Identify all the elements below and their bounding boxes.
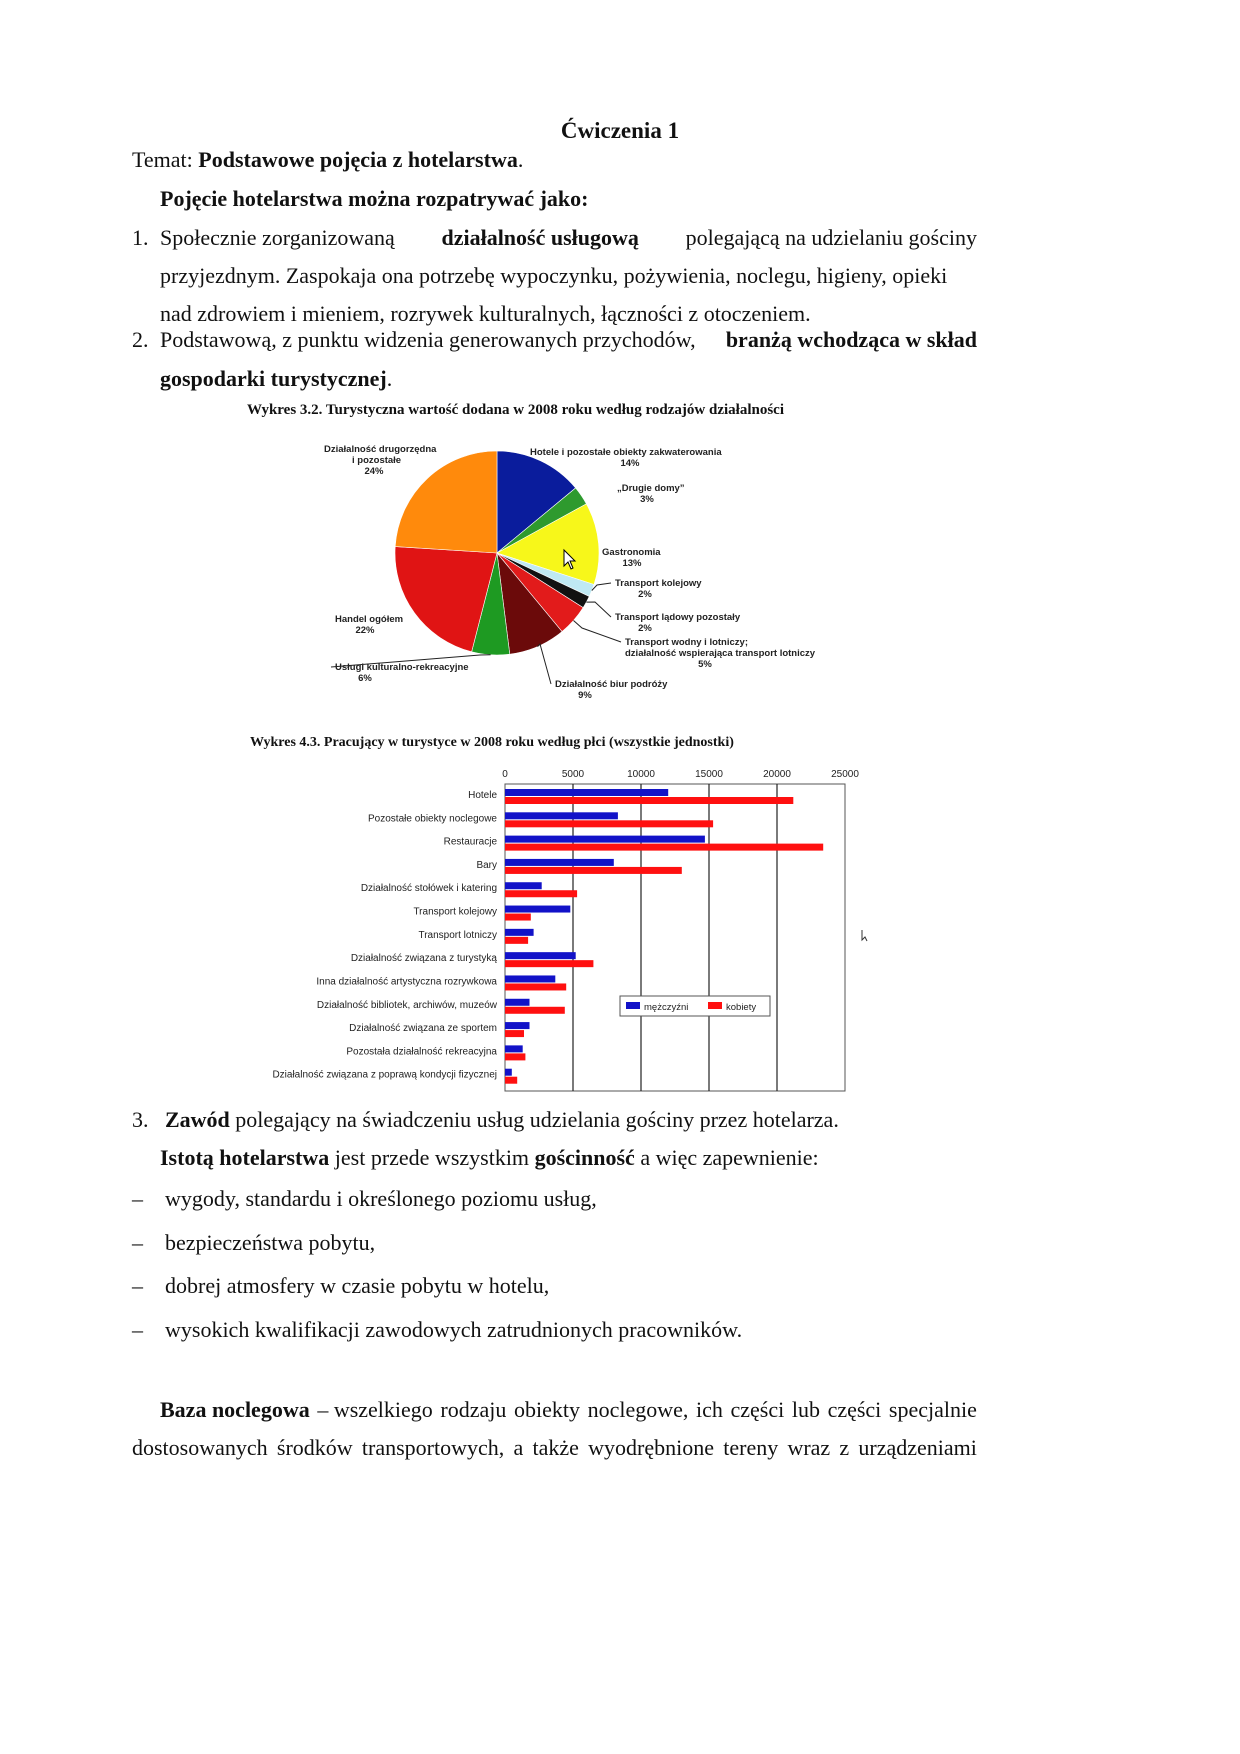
item1-line1: [160, 224, 977, 252]
pie-slice-value: 9%: [578, 690, 592, 701]
y-category-label: Pozostałe obiekty noclegowe: [368, 813, 497, 825]
base-word: a: [513, 1435, 524, 1460]
item3-bold: Zawód: [165, 1107, 230, 1132]
pie-slice-value: 3%: [640, 494, 654, 505]
base-line1: [160, 1396, 977, 1424]
pie-slice: [395, 451, 497, 553]
pie-slice-label: Działalność biur podróży: [555, 679, 668, 690]
legend-swatch: [626, 1002, 640, 1009]
pie-chart-title: Wykres 3.2. Turystyczna wartość dodana w 2008 roku według rodzajów działalności: [247, 402, 784, 418]
base-word: rodzaju: [440, 1397, 507, 1422]
bar-chart: [240, 760, 880, 1100]
pie-slice-value: 22%: [355, 625, 375, 636]
essence-text2: a więc zapewnienie:: [634, 1145, 819, 1170]
pie-slice-value: 13%: [622, 558, 642, 569]
pie-slice-value: 14%: [620, 458, 640, 469]
topic-label: Temat:: [132, 147, 199, 172]
plot-area: [505, 784, 845, 1091]
item3-number: 3.: [132, 1107, 149, 1132]
base-word: urządzeniami: [858, 1435, 977, 1460]
pie-slice-value: 2%: [638, 623, 652, 634]
bar-women: [505, 867, 682, 874]
item1-line1-start: Społecznie zorganizowaną: [160, 225, 395, 250]
y-category-label: Działalność związana ze sportem: [349, 1023, 497, 1035]
bar-men: [505, 789, 668, 796]
topic-end: .: [517, 147, 524, 172]
base-word: specjalnie: [888, 1397, 977, 1422]
base-word: wraz: [787, 1435, 831, 1460]
base-word: ich: [695, 1397, 723, 1422]
bullet-dash: –: [132, 1230, 143, 1255]
pie-slice-label: Gastronomia: [602, 547, 661, 558]
bar-men: [505, 1045, 523, 1052]
base-word: z: [839, 1435, 850, 1460]
pie-leader-line: [586, 602, 611, 617]
pie-leader-line: [538, 644, 552, 684]
pie-slice-label: Działalność drugorzędna i pozostałe: [324, 444, 437, 466]
x-tick-label: 10000: [627, 769, 655, 780]
essence-text1: jest przede wszystkim: [329, 1145, 535, 1170]
item1-line2: przyjezdnym. Zaspokaja ona potrzebę wypoczynku, pożywienia, noclegu, higieny, opieki: [160, 263, 948, 288]
y-category-label: Transport lotniczy: [418, 929, 497, 941]
item3-body: polegający na świadczeniu usług udzielania gościny przez hotelarza.: [229, 1107, 839, 1132]
bar-men: [505, 859, 614, 866]
bar-men: [505, 952, 576, 959]
item1-number: 1.: [132, 225, 149, 250]
bar-women: [505, 1077, 517, 1084]
bar-women: [505, 890, 577, 897]
y-category-label: Działalność związana z poprawą kondycji fizycznej: [272, 1069, 497, 1081]
x-tick-label: 25000: [831, 769, 859, 780]
base-word: dostosowanych: [132, 1435, 268, 1460]
base-word: wyodrębnione: [588, 1435, 714, 1460]
pie-leader-line: [574, 621, 622, 643]
y-category-label: Działalność bibliotek, archiwów, muzeów: [316, 999, 497, 1011]
pie-leader-line: [592, 583, 611, 591]
base-bold: Baza noclegowa: [160, 1397, 310, 1422]
pie-slice-label: Hotele i pozostałe obiekty zakwaterowania: [530, 447, 722, 458]
y-category-label: Działalność stołówek i katering: [360, 883, 497, 895]
y-category-label: Inna działalność artystyczna rozrywkowa: [316, 976, 497, 988]
pie-slice-value: 5%: [698, 659, 712, 670]
bar-women: [505, 983, 566, 990]
base-word: części: [730, 1397, 785, 1422]
bar-men: [505, 812, 618, 819]
document-title: Ćwiczenia 1: [560, 118, 680, 143]
bar-women: [505, 1030, 524, 1037]
bar-women: [505, 914, 531, 921]
bar-chart-title: Wykres 4.3. Pracujący w turystyce w 2008 roku według płci (wszystkie jednostki): [250, 735, 734, 750]
y-category-label: Transport kolejowy: [413, 906, 497, 918]
bar-women: [505, 1053, 525, 1060]
x-tick-label: 15000: [695, 769, 723, 780]
legend-label: kobiety: [726, 1002, 757, 1013]
topic-text: Podstawowe pojęcia z hotelarstwa: [198, 147, 518, 172]
pie-chart: [310, 430, 830, 715]
x-tick-label: 20000: [763, 769, 791, 780]
bar-women: [505, 1007, 565, 1014]
bullet-dash: –: [132, 1317, 143, 1342]
bar-men: [505, 836, 705, 843]
pie-slice-label: Transport lądowy pozostały: [615, 612, 741, 623]
y-category-label: Hotele: [468, 790, 497, 801]
essence-bold2: gościnność: [534, 1145, 635, 1170]
base-word: transportowych,: [361, 1435, 505, 1460]
base-word: środków: [276, 1435, 353, 1460]
bar-men: [505, 999, 530, 1006]
bar-women: [505, 937, 528, 944]
legend-swatch: [708, 1002, 722, 1009]
pie-slice-label: Usługi kulturalno-rekreacyjne: [335, 662, 469, 673]
item2-line2-end: .: [386, 366, 393, 391]
bullet-item: bezpieczeństwa pobytu,: [165, 1230, 376, 1255]
pie-slice-label: Transport wodny i lotniczy; działalność wspierająca transport lotniczy: [625, 637, 816, 659]
item1-line1-end: polegającą na udzielaniu gościny: [685, 225, 977, 250]
x-tick-label: 5000: [561, 769, 585, 780]
pie-slice-value: 24%: [364, 466, 384, 477]
item2-line1-bold: branżą wchodząca w skład: [725, 327, 977, 352]
pie-slice-label: „Drugie domy”: [617, 483, 685, 494]
pie-slice-label: Handel ogółem: [335, 614, 404, 625]
item2-line1-start: Podstawową, z punktu widzenia generowanych przychodów,: [160, 327, 696, 352]
pie-slice-value: 2%: [638, 589, 652, 600]
bullet-dash: –: [132, 1273, 143, 1298]
bar-women: [505, 797, 793, 804]
item1-line1-bold: działalność usługową: [441, 225, 639, 250]
bullet-item: dobrej atmosfery w czasie pobytu w hotelu,: [165, 1273, 550, 1298]
bar-men: [505, 906, 570, 913]
item2-line2: [160, 365, 392, 393]
intro-heading: Pojęcie hotelarstwa można rozpatrywać jako:: [160, 186, 589, 211]
item1-line3: nad zdrowiem i mieniem, rozrywek kulturalnych, łączności z otoczeniem.: [160, 301, 811, 326]
legend-label: mężczyźni: [644, 1002, 689, 1013]
bar-women: [505, 820, 713, 827]
x-tick-label: 0: [502, 769, 508, 780]
bar-men: [505, 882, 542, 889]
item3-text: [165, 1106, 839, 1134]
item2-line1: [160, 326, 977, 354]
cursor-icon: [862, 930, 867, 941]
bar-women: [505, 960, 593, 967]
base-word: także: [532, 1435, 579, 1460]
base-line2: [132, 1434, 977, 1462]
bar-men: [505, 929, 534, 936]
base-word: noclegowe,: [587, 1397, 689, 1422]
y-category-label: Działalność związana z turystyką: [350, 953, 497, 965]
pie-slice-value: 6%: [358, 673, 372, 684]
y-category-label: Restauracje: [443, 836, 497, 848]
essence-line: [160, 1144, 819, 1172]
bar-men: [505, 1022, 530, 1029]
bar-men: [505, 975, 555, 982]
base-word: – wszelkiego: [317, 1397, 433, 1422]
bar-men: [505, 1069, 512, 1076]
y-category-label: Pozostała działalność rekreacyjna: [346, 1046, 497, 1058]
pie-slice-label: Transport kolejowy: [615, 578, 702, 589]
base-word: części: [827, 1397, 882, 1422]
y-category-label: Bary: [476, 859, 497, 871]
essence-bold1: Istotą hotelarstwa: [160, 1145, 330, 1170]
base-word: lub: [791, 1397, 820, 1422]
bullet-item: wygody, standardu i określonego poziomu usług,: [165, 1186, 597, 1211]
bar-women: [505, 844, 823, 851]
bullet-dash: –: [132, 1186, 143, 1211]
topic-line: [132, 146, 523, 174]
item2-line2-bold: gospodarki turystycznej: [160, 366, 387, 391]
bullet-item: wysokich kwalifikacji zawodowych zatrudnionych pracowników.: [165, 1317, 743, 1342]
base-word: tereny: [723, 1435, 779, 1460]
item2-number: 2.: [132, 327, 149, 352]
base-word: obiekty: [513, 1397, 580, 1422]
